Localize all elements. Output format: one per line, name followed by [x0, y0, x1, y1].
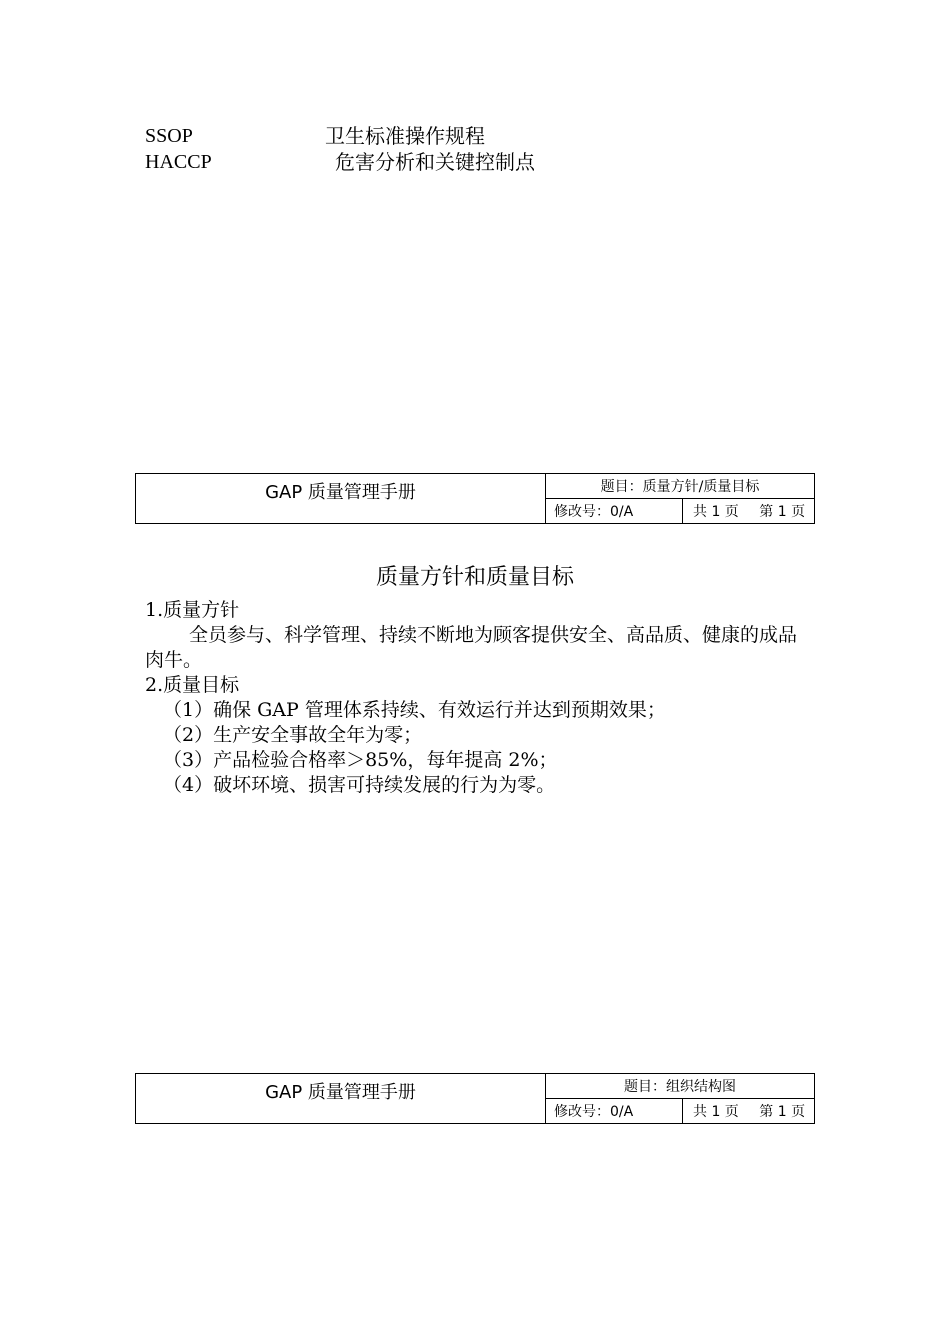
abbreviation-code: SSOP — [145, 125, 193, 147]
total-pages: 共 1 页 — [693, 1104, 739, 1120]
abbreviation-meaning: 卫生标准操作规程 — [325, 124, 485, 148]
manual-title: GAP 质量管理手册 — [136, 1074, 546, 1124]
abbreviation-code: HACCP — [145, 151, 212, 173]
abbreviation-meaning: 危害分析和关键控制点 — [335, 150, 535, 174]
document-header-table — [135, 473, 815, 524]
total-pages: 共 1 页 — [693, 504, 739, 520]
section-title: 质量方针和质量目标 — [375, 565, 574, 590]
goal-item: （2）生产安全事故全年为零； — [163, 724, 423, 746]
document-header-table — [135, 1073, 815, 1124]
topic-cell: 题目：质量方针/质量目标 — [546, 474, 815, 499]
page-number: 第 1 页 — [759, 504, 806, 520]
revision-cell: 修改号：0/A — [546, 1099, 683, 1124]
goal-item: （3）产品检验合格率＞85%，每年提高 2%； — [163, 749, 558, 771]
section-heading-policy: 1.质量方针 — [145, 599, 240, 621]
page-count-cell — [683, 499, 815, 524]
goal-item: （1）确保 GAP 管理体系持续、有效运行并达到预期效果； — [163, 699, 666, 721]
topic-cell: 题目：组织结构图 — [546, 1074, 815, 1099]
section-heading-goals: 2.质量目标 — [145, 674, 240, 696]
revision-cell: 修改号：0/A — [546, 499, 683, 524]
policy-body — [145, 598, 815, 798]
policy-statement: 全员参与、科学管理、持续不断地为顾客提供安全、高品质、健康的成品肉牛。 — [145, 624, 798, 671]
page-count-cell — [683, 1099, 815, 1124]
page-number: 第 1 页 — [759, 1104, 806, 1120]
goal-item: （4）破坏环境、损害可持续发展的行为为零。 — [163, 774, 556, 796]
manual-title: GAP 质量管理手册 — [136, 474, 546, 524]
